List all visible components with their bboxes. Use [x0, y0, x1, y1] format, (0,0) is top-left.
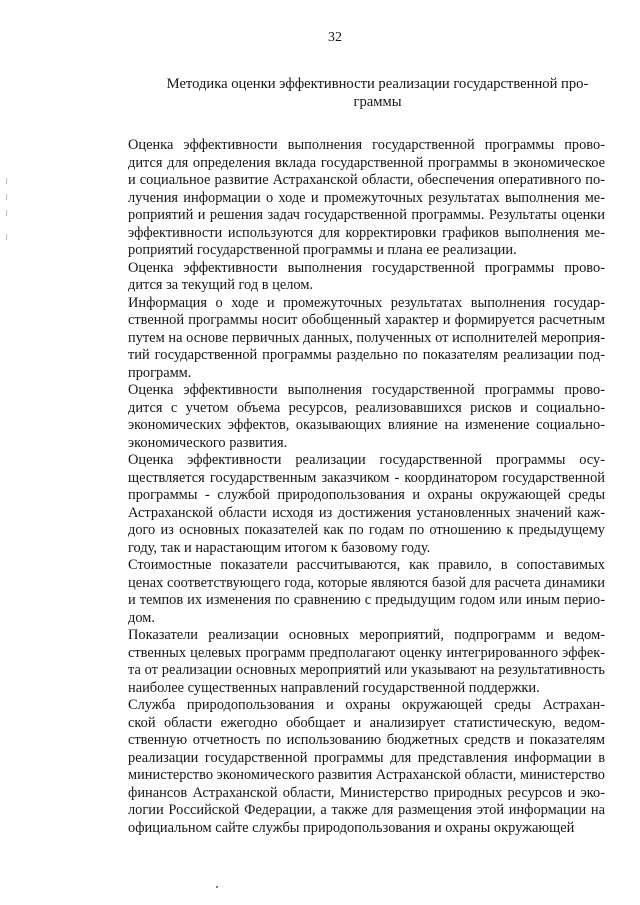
paragraph-line: программ. — [128, 364, 192, 381]
paragraph-line: Оценка эффективности выполнения государственной программы прово- — [128, 382, 605, 398]
paragraph-line: Показатели реализации основных мероприятий, подпрограмм и ведом- — [128, 627, 605, 643]
paragraph — [103, 452, 605, 557]
paragraph-line: ственных целевых программ предполагают оценку интегрированного эффек- — [128, 644, 605, 661]
paragraph-line: дится для определения вклада государственной программы в экономическое — [128, 154, 605, 171]
paragraph-line: Оценка эффективности выполнения государственной программы прово- — [128, 137, 605, 153]
paragraph — [103, 295, 605, 383]
document-title-line: Методика оценки эффективности реализации государственной про- — [166, 76, 589, 92]
paragraph-line: путем на основе первичных данных, полученных от исполнителей мероприя- — [128, 329, 605, 346]
page-number: 32 — [328, 30, 342, 45]
paragraph-line: Оценка эффективности выполнения государственной программы прово- — [128, 259, 605, 276]
paragraph-line: дится с учетом объема ресурсов, реализовавшихся рисков и социально- — [128, 399, 605, 416]
paragraph-line: дом. — [128, 609, 155, 626]
paragraph-line: тий государственной программы раздельно по показателям реализации под- — [128, 347, 605, 363]
paragraph-line: дого из основных показателей как по годам по отношению к предыдущему — [128, 522, 605, 538]
paragraph-line: та от реализации основных мероприятий или указывают на результативность — [128, 662, 605, 678]
paragraph — [103, 382, 605, 452]
paragraph — [103, 697, 605, 837]
paragraph-line: лучения информации о ходе и промежуточных результатах выполнения ме- — [128, 189, 605, 206]
paragraph-line: году, так и нарастающим итогом к базовому году. — [128, 539, 431, 556]
paragraph-line: роприятий государственной программы и плана ее реализации. — [128, 242, 517, 258]
paragraph-line: официальном сайте службы природопользования и охраны окружающей — [128, 819, 575, 836]
margin-mark — [6, 178, 7, 184]
paragraph-line: дится за текущий год в целом. — [128, 277, 314, 293]
paragraph-line: экономических эффектов, оказывающих влияние на изменение социально- — [128, 417, 605, 433]
margin-mark — [6, 234, 7, 240]
paragraph — [103, 260, 605, 295]
paragraph-line: финансов Астраханской области, Министерство природных ресурсов и эко- — [128, 784, 605, 801]
margin-mark — [6, 210, 7, 216]
scan-speck — [216, 886, 218, 888]
paragraph-line: логии Российской Федерации, а также для размещения этой информации на — [128, 802, 605, 818]
paragraph-line: ской области ежегодно обобщает и анализирует статистическую, ведом- — [128, 714, 605, 731]
paragraph-line: Стоимостные показатели рассчитываются, как правило, в сопоставимых — [128, 557, 605, 573]
paragraph-line: ственную отчетность по использованию бюджетных средств и показателям — [128, 732, 605, 748]
margin-mark — [6, 194, 7, 200]
paragraph-line: ществляется государственным заказчиком - координатором государственной — [128, 469, 605, 486]
paragraph-line: реализации государственной программы для представления информации в — [128, 749, 605, 766]
document-title-line: граммы — [353, 94, 402, 110]
paragraph-line: и темпов их изменения по сравнению с предыдущим годом или иным перио- — [128, 592, 605, 608]
paragraph — [103, 557, 605, 627]
paragraph-line: эффективности используются для корректировки графиков выполнения ме- — [128, 224, 605, 241]
paragraph — [103, 627, 605, 697]
paragraph-line: Информация о ходе и промежуточных результатах выполнения государ- — [128, 294, 605, 311]
paragraph-line: министерство экономического развития Астраханской области, министерство — [128, 767, 605, 783]
document-body — [103, 137, 605, 837]
paragraph-line: ственной программы носит обобщенный характер и формируется расчетным — [128, 312, 605, 328]
paragraph-line: и социальное развитие Астраханской области, обеспечения оперативного по- — [128, 172, 605, 188]
paragraph-line: программы - службой природопользования и охраны окружающей среды — [128, 487, 605, 503]
paragraph-line: экономического развития. — [128, 434, 288, 451]
paragraph-line: Оценка эффективности реализации государственной программы осу- — [128, 452, 605, 468]
paragraph-line: Астраханской области исходя из достижения установленных значений каж- — [128, 504, 605, 521]
paragraph-line: наиболее существенных направлений государственной поддержки. — [128, 679, 540, 696]
document-title — [150, 75, 605, 111]
paragraph-line: Служба природопользования и охраны окружающей среды Астрахан- — [128, 697, 605, 713]
paragraph-line: роприятий и решения задач государственной программы. Результаты оценки — [128, 207, 605, 223]
paragraph-line: ценах соответствующего года, которые являются базой для расчета динамики — [128, 574, 605, 591]
paragraph — [103, 137, 605, 260]
